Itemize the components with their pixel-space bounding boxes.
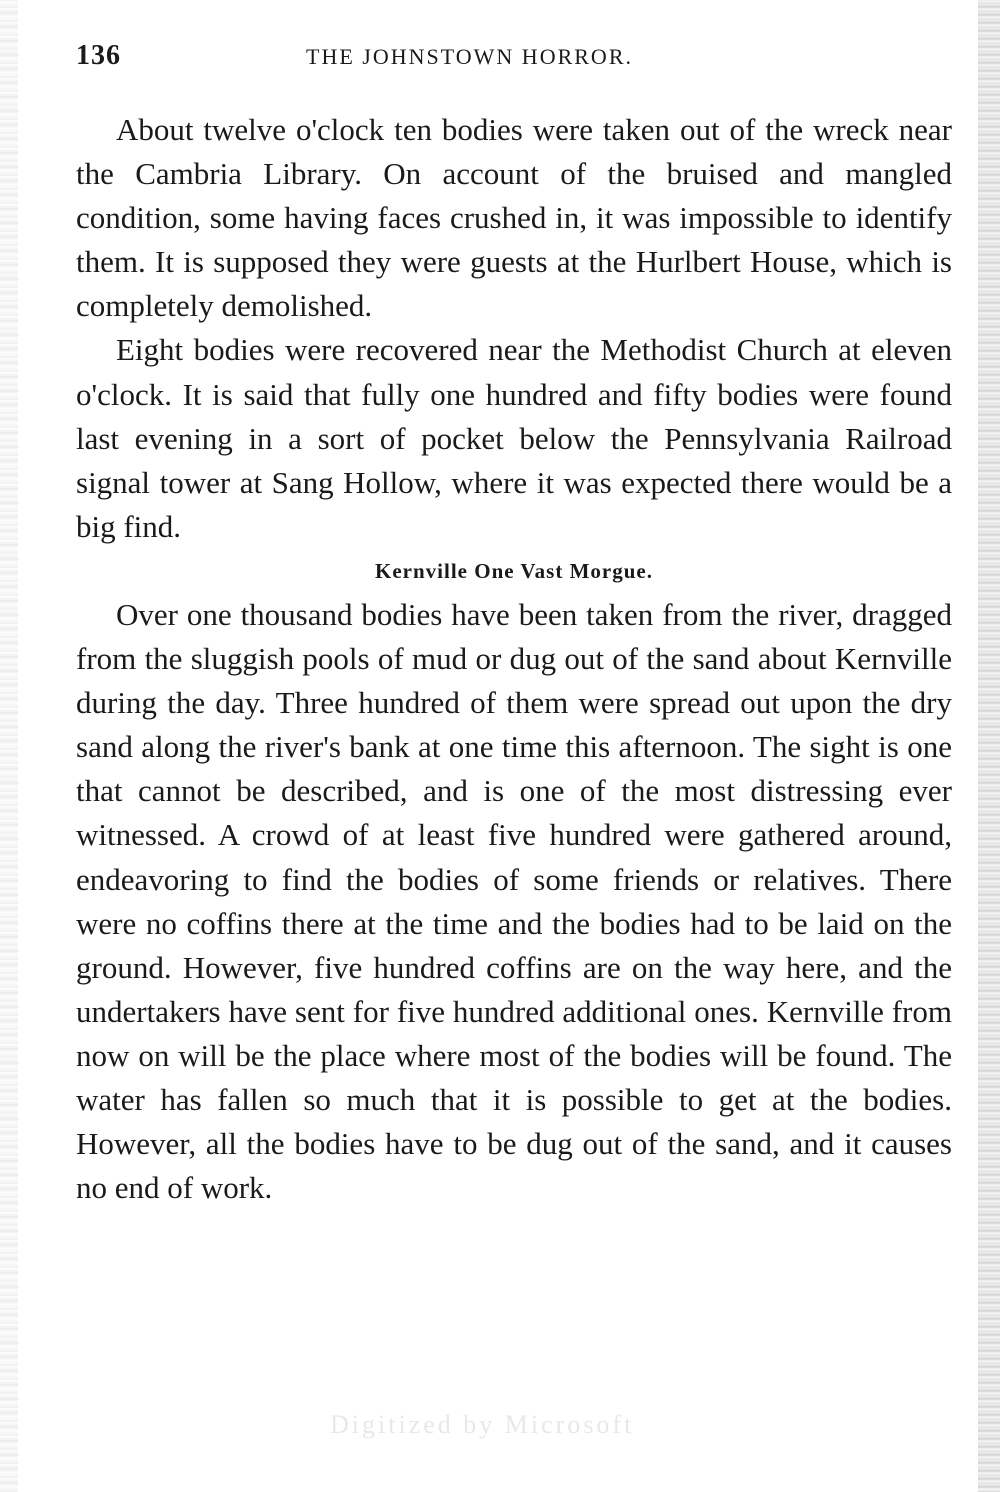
- running-title: THE JOHNSTOWN HORROR.: [306, 44, 633, 69]
- paragraph-1: About twelve o'clock ten bodies were taken out of the wreck near the Cambria Library. On account of the bruised and mangled condition, some having faces crushed in, it was impossible to identify them. It is supposed they were guests at the Hurlbert House, which is completely demolished.: [76, 112, 952, 324]
- section-heading: Kernville One Vast Morgue.: [375, 558, 653, 583]
- watermark: Digitized by Microsoft: [330, 1410, 635, 1439]
- body-text: [76, 108, 952, 1210]
- page-edge-left: [0, 0, 18, 1492]
- running-head: [76, 40, 956, 80]
- paragraph-3: Over one thousand bodies have been taken from the river, dragged from the sluggish pools of mud or dug out of the sand about Kernville during the day. Three hundred of them were spread out upon the dry sand along the river's bank at one time this afternoon. The sight is one that cannot be described, and is one of the most distressing ever witnessed. A crowd of at least five hundred were gathered around, endeavoring to find the bodies of some friends or relatives. There were no coffins there at the time and the bodies had to be laid on the ground. However, five hundred coffins are on the way here, and the undertakers have sent for five hundred additional ones. Kernville from now on will be the place where most of the bodies will be found. The water has fallen so much that it is possible to get at the bodies. However, all the bodies have to be dug out of the sand, and it causes no end of work.: [76, 596, 952, 1206]
- page-edge-right: [978, 0, 1000, 1492]
- page-number: 136: [76, 40, 121, 71]
- paragraph-2: Eight bodies were recovered near the Methodist Church at eleven o'clock. It is said that fully one hundred and fifty bodies were found last evening in a sort of pocket below the Pennsylvania Railroad signal tower at Sang Hollow, where it was expected there would be a big find.: [76, 332, 952, 544]
